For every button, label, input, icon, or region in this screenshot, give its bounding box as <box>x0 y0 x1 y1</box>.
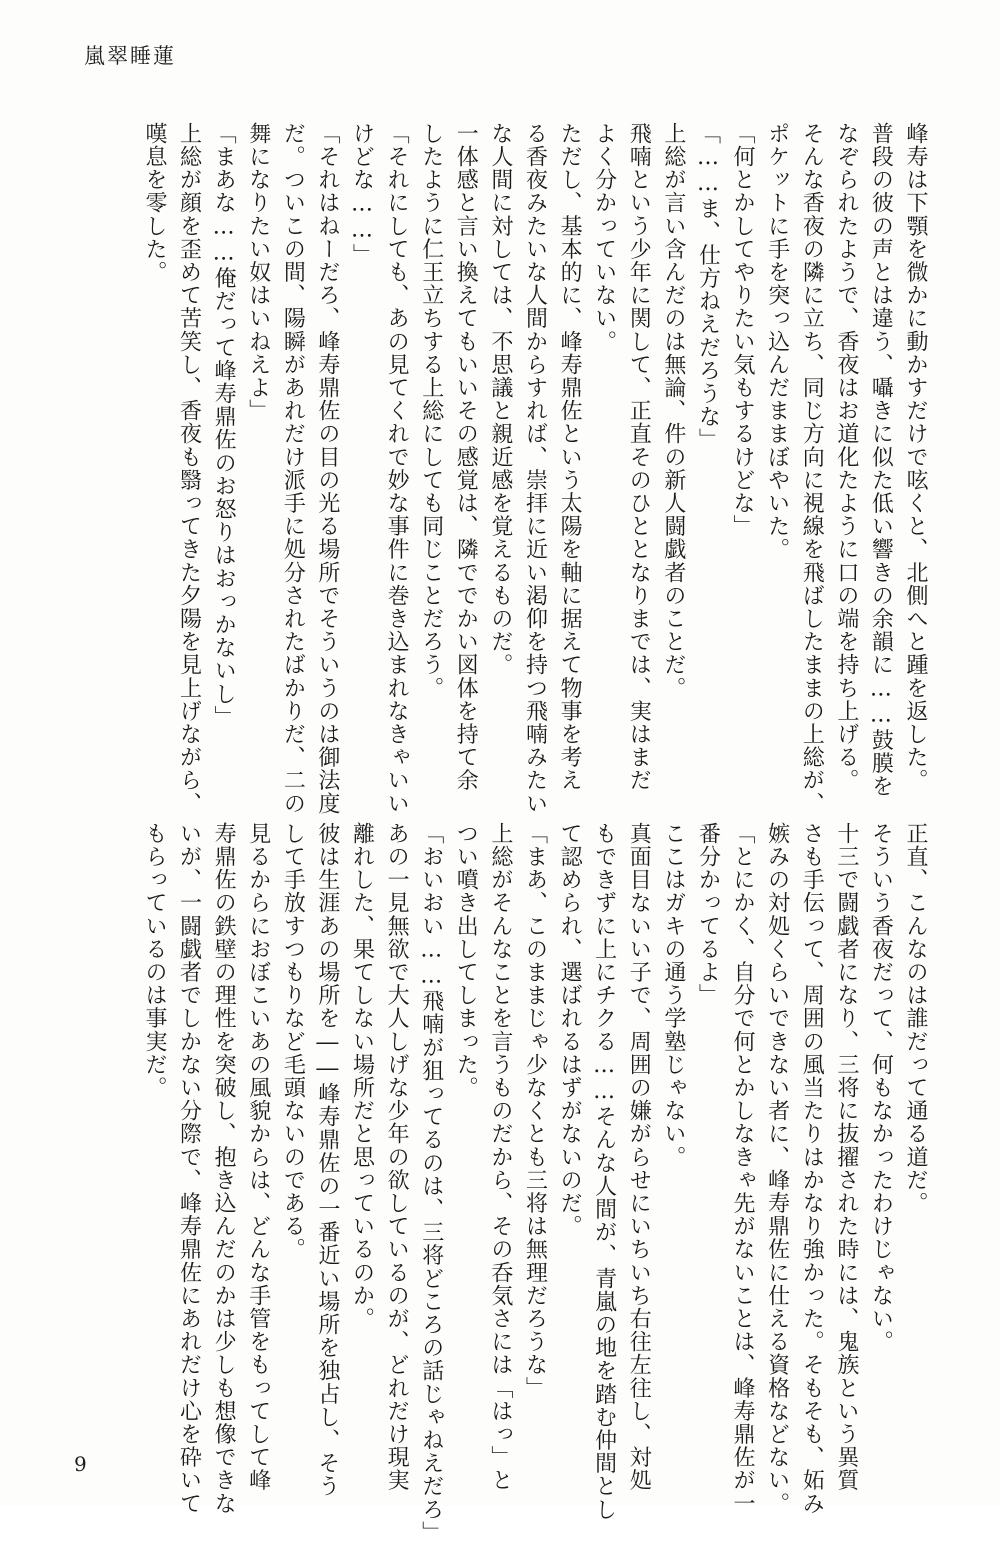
text-line: 一体感と言い換えてもいいその感覚は、隣ででかい図体を持て余 <box>453 122 479 792</box>
text-line: 寿鼎佐の鉄壁の理性を突破し、抱き込んだのかは少しも想像できな <box>211 822 237 1515</box>
text-line: 「とにかく、自分で何とかしなきゃ先がないことは、峰寿鼎佐が一 <box>730 822 756 1515</box>
text-line: 「それはねーだろ、峰寿鼎佐の目の光る場所でそういうのは御法度 <box>314 122 340 815</box>
text-line: あの一見無欲で大人しげな少年の欲しているのが、どれだけ現実 <box>384 822 410 1492</box>
text-line: さも手伝って、周囲の風当たりはかなり強かった。そもそも、妬み <box>799 822 825 1515</box>
text-line: 彼は生涯あの場所を――峰寿鼎佐の一番近い場所を独占し、そう <box>314 822 340 1498</box>
text-line: 上総が顔を歪めて苦笑し、香夜も翳ってきた夕陽を見上げながら、 <box>176 122 202 815</box>
running-title: 嵐翠睡蓮 <box>84 44 176 68</box>
text-line: 見るからにおぼこいあの風貌からは、どんな手管をもってして峰 <box>245 822 271 1492</box>
text-line: 飛喃という少年に関して、正直そのひととなりまでは、実はまだ <box>626 122 652 792</box>
text-line: そういう香夜だって、何もなかったわけじゃない。 <box>868 822 894 1354</box>
text-line: いが、一闘戯者でしかない分際で、峰寿鼎佐にあれだけ心を砕いて <box>176 822 202 1515</box>
lower-text-column <box>70 822 932 1544</box>
text-line: 「まあな……俺だって峰寿鼎佐のお怒りはおっかないし」 <box>211 122 237 729</box>
text-line: 「……ま、仕方ねえだろうな」 <box>695 122 721 452</box>
text-line: 十三で闘戯者になり、三将に抜擢された時には、鬼族という異質 <box>833 822 859 1492</box>
text-line: なぞられたようで、香夜はお道化たように口の端を持ち上げる。 <box>833 122 859 792</box>
text-line: て認められ、選ばれるはずがないのだ。 <box>557 822 583 1238</box>
text-line: 上総がそんなことを言うものだから、その呑気さには「はっ」と <box>487 822 513 1492</box>
text-line: な人間に対しては、不思議と親近感を覚えるものだ。 <box>487 122 513 677</box>
text-line: 峰寿は下顎を微かに動かすだけで呟くと、北側へと踵を返した。 <box>903 122 928 792</box>
text-line: る香夜みたいな人間からすれば、崇拝に近い渇仰を持つ飛喃みたい <box>522 122 548 815</box>
text-line: そんな香夜の隣に立ち、同じ方向に視線を飛ばしたままの上総が、 <box>799 122 825 815</box>
text-line: けどな……」 <box>349 122 375 267</box>
text-line: 上総が言い含んだのは無論、件の新人闘戯者のことだ。 <box>660 122 686 700</box>
text-line: ここはガキの通う学塾じゃない。 <box>660 822 686 1169</box>
text-line: つい噴き出してしまった。 <box>453 822 479 1100</box>
text-line: 離れした、果てしない場所だと思っているのか。 <box>349 822 375 1331</box>
text-line: 正直、こんなのは誰だって通る道だ。 <box>903 822 928 1215</box>
text-line: 真面目ないい子で、周囲の嫌がらせにいちいち右往左往し、対処 <box>626 822 652 1492</box>
upper-text-column <box>70 122 932 815</box>
text-line: もできずに上にチクる……そんな人間が、青嵐の地を踏む仲間とし <box>591 822 617 1521</box>
text-line: 「まあ、このままじゃ少なくとも三将は無理だろうな」 <box>522 822 548 1400</box>
text-line: 普段の彼の声とは違う、囁きに似た低い響きの余韻に……鼓膜を <box>868 122 894 798</box>
text-line: だ。ついこの間、陽瞬があれだけ派手に処分されたばかりだ、二の <box>280 122 306 815</box>
text-line: 嫉みの対処くらいできない者に、峰寿鼎佐に仕える資格などない。 <box>764 822 790 1515</box>
text-line: よく分かっていない。 <box>591 122 617 353</box>
text-line: 「それにしても、あの見てくれで妙な事件に巻き込まれなきゃいい <box>384 122 410 815</box>
text-line: 「おいおい……飛喃が狙ってるのは、三将どころの話じゃねえだろ」 <box>418 822 444 1544</box>
text-line: したように仁王立ちする上総にしても同じことだろう。 <box>418 122 444 700</box>
text-line: 嘆息を零した。 <box>141 122 167 284</box>
text-line: ただし、基本的に、峰寿鼎佐という太陽を軸に据えて物事を考え <box>557 122 583 792</box>
page-number: 9 <box>74 1452 87 1476</box>
text-line: もらっているのは事実だ。 <box>141 822 167 1100</box>
text-line: 舞になりたい奴はいねえよ」 <box>245 122 271 423</box>
text-line: 番分かってるよ」 <box>695 822 721 1007</box>
text-line: して手放すつもりなど毛頭ないのである。 <box>280 822 306 1261</box>
text-line: 「何とかしてやりたい気もするけどな」 <box>730 122 756 538</box>
text-line: ポケットに手を突っ込んだままぼやいた。 <box>764 122 790 561</box>
